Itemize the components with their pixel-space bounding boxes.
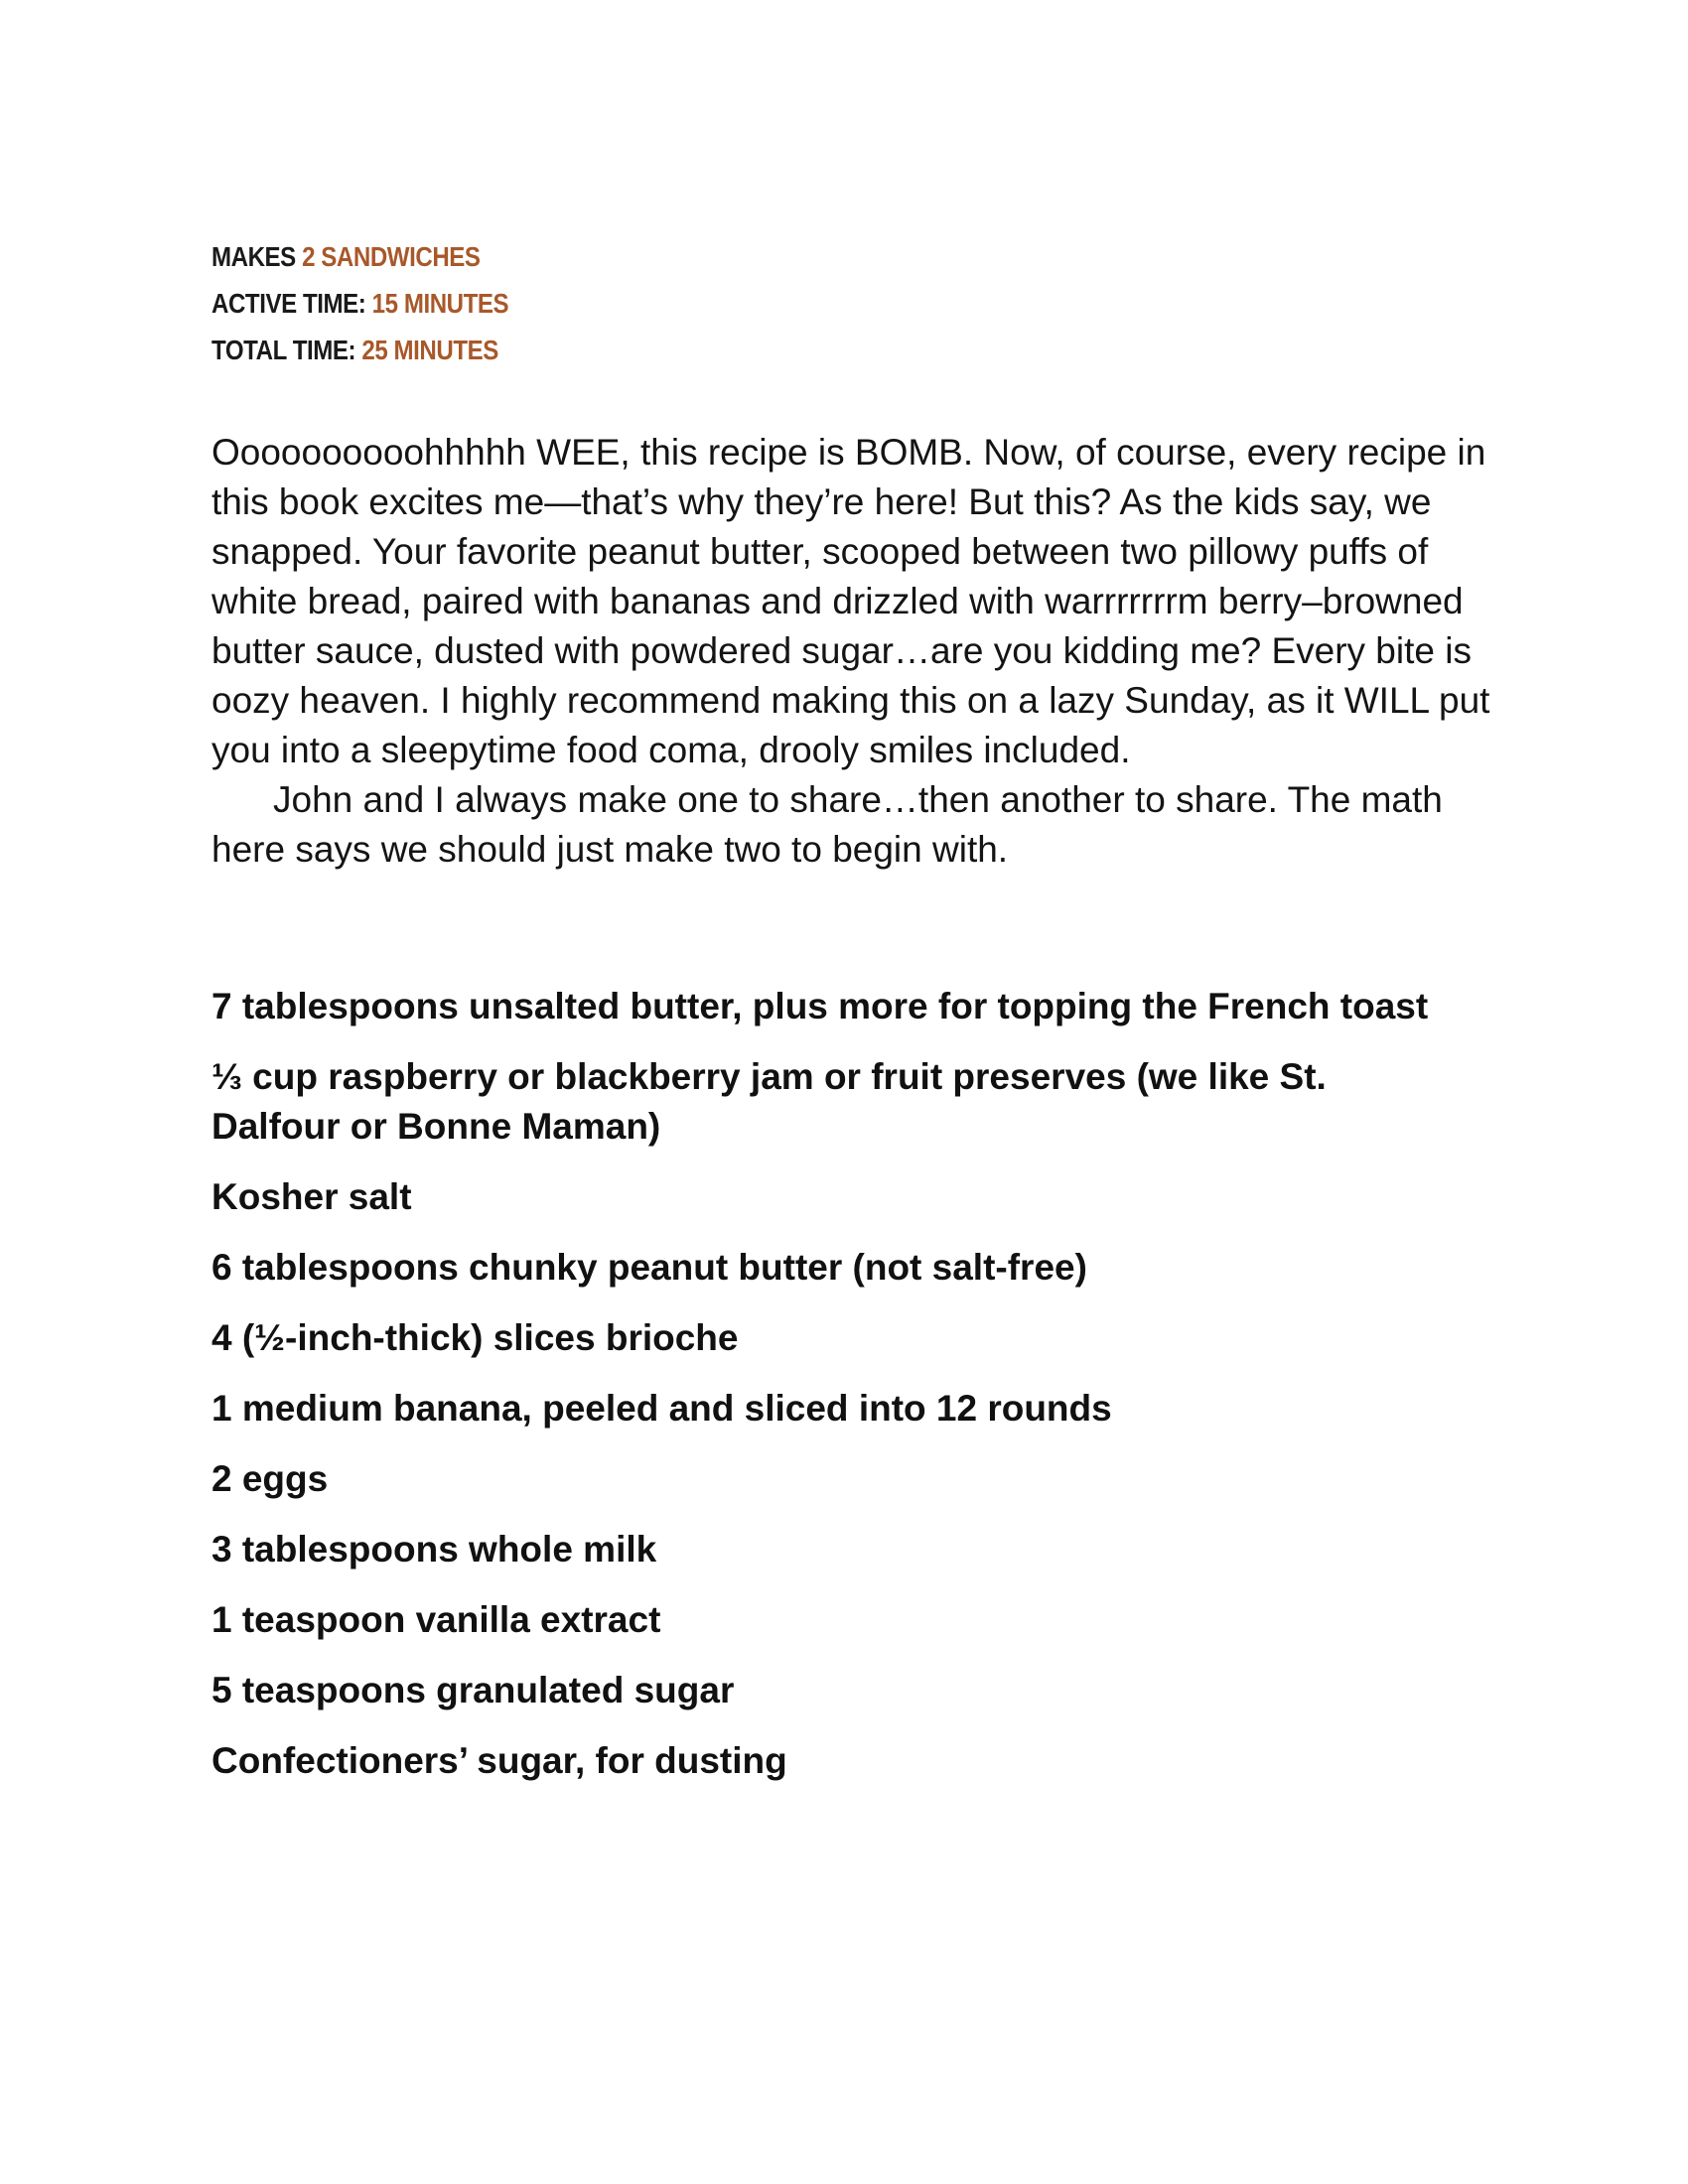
active-time-value: 15 MINUTES: [371, 288, 509, 319]
ingredient-item: 2 eggs: [211, 1458, 329, 1499]
total-time-value: 25 MINUTES: [361, 335, 498, 365]
yield-label: MAKES: [211, 241, 296, 272]
yield-value: 2 SANDWICHES: [302, 241, 481, 272]
ingredient-item: 5 teaspoons granulated sugar: [211, 1670, 735, 1710]
ingredient-item: 1 teaspoon vanilla extract: [211, 1599, 661, 1640]
ingredient-item: 3 tablespoons whole milk: [211, 1529, 657, 1570]
ingredient-item: 7 tablespoons unsalted butter, plus more for topping the French toast: [211, 986, 1429, 1026]
ingredient-list: [211, 982, 1492, 1786]
headnote: [211, 428, 1492, 875]
ingredient-item: 1 medium banana, peeled and sliced into 12 rounds: [211, 1388, 1112, 1429]
total-time-label: TOTAL TIME:: [211, 335, 356, 365]
headnote-paragraph-1: Oooooooooohhhhh WEE, this recipe is BOMB. Now, of course, every recipe in this book excites me—that’s why they’re here! But this? As the kids say, we snapped. Your favorite peanut butter, scooped between two pillowy puffs of white bread, paired with bananas and drizzled with warrrrrrrm berry–browned butter sauce, dusted with powdered sugar…are you kidding me? Every bite is oozy heaven. I highly recommend making this on a lazy Sunday, as it WILL put you into a sleepytime food coma, drooly smiles included.: [211, 432, 1490, 770]
ingredient-item: ⅓ cup raspberry or blackberry jam or fruit preserves (we like St. Dalfour or Bonne Maman): [211, 1056, 1327, 1147]
yield-line: [211, 233, 1313, 280]
active-time-label: ACTIVE TIME:: [211, 288, 366, 319]
ingredient-item: Kosher salt: [211, 1176, 412, 1217]
recipe-page: [211, 233, 1492, 1823]
active-time-line: [211, 280, 1313, 327]
total-time-line: [211, 327, 1313, 373]
recipe-meta: [211, 233, 1492, 373]
ingredient-item: 6 tablespoons chunky peanut butter (not salt-free): [211, 1247, 1087, 1288]
headnote-paragraph-2: John and I always make one to share…then another to share. The math here says we should just make two to begin with.: [211, 779, 1443, 870]
ingredient-item: Confectioners’ sugar, for dusting: [211, 1740, 787, 1781]
ingredient-item: 4 (½-inch-thick) slices brioche: [211, 1317, 739, 1358]
